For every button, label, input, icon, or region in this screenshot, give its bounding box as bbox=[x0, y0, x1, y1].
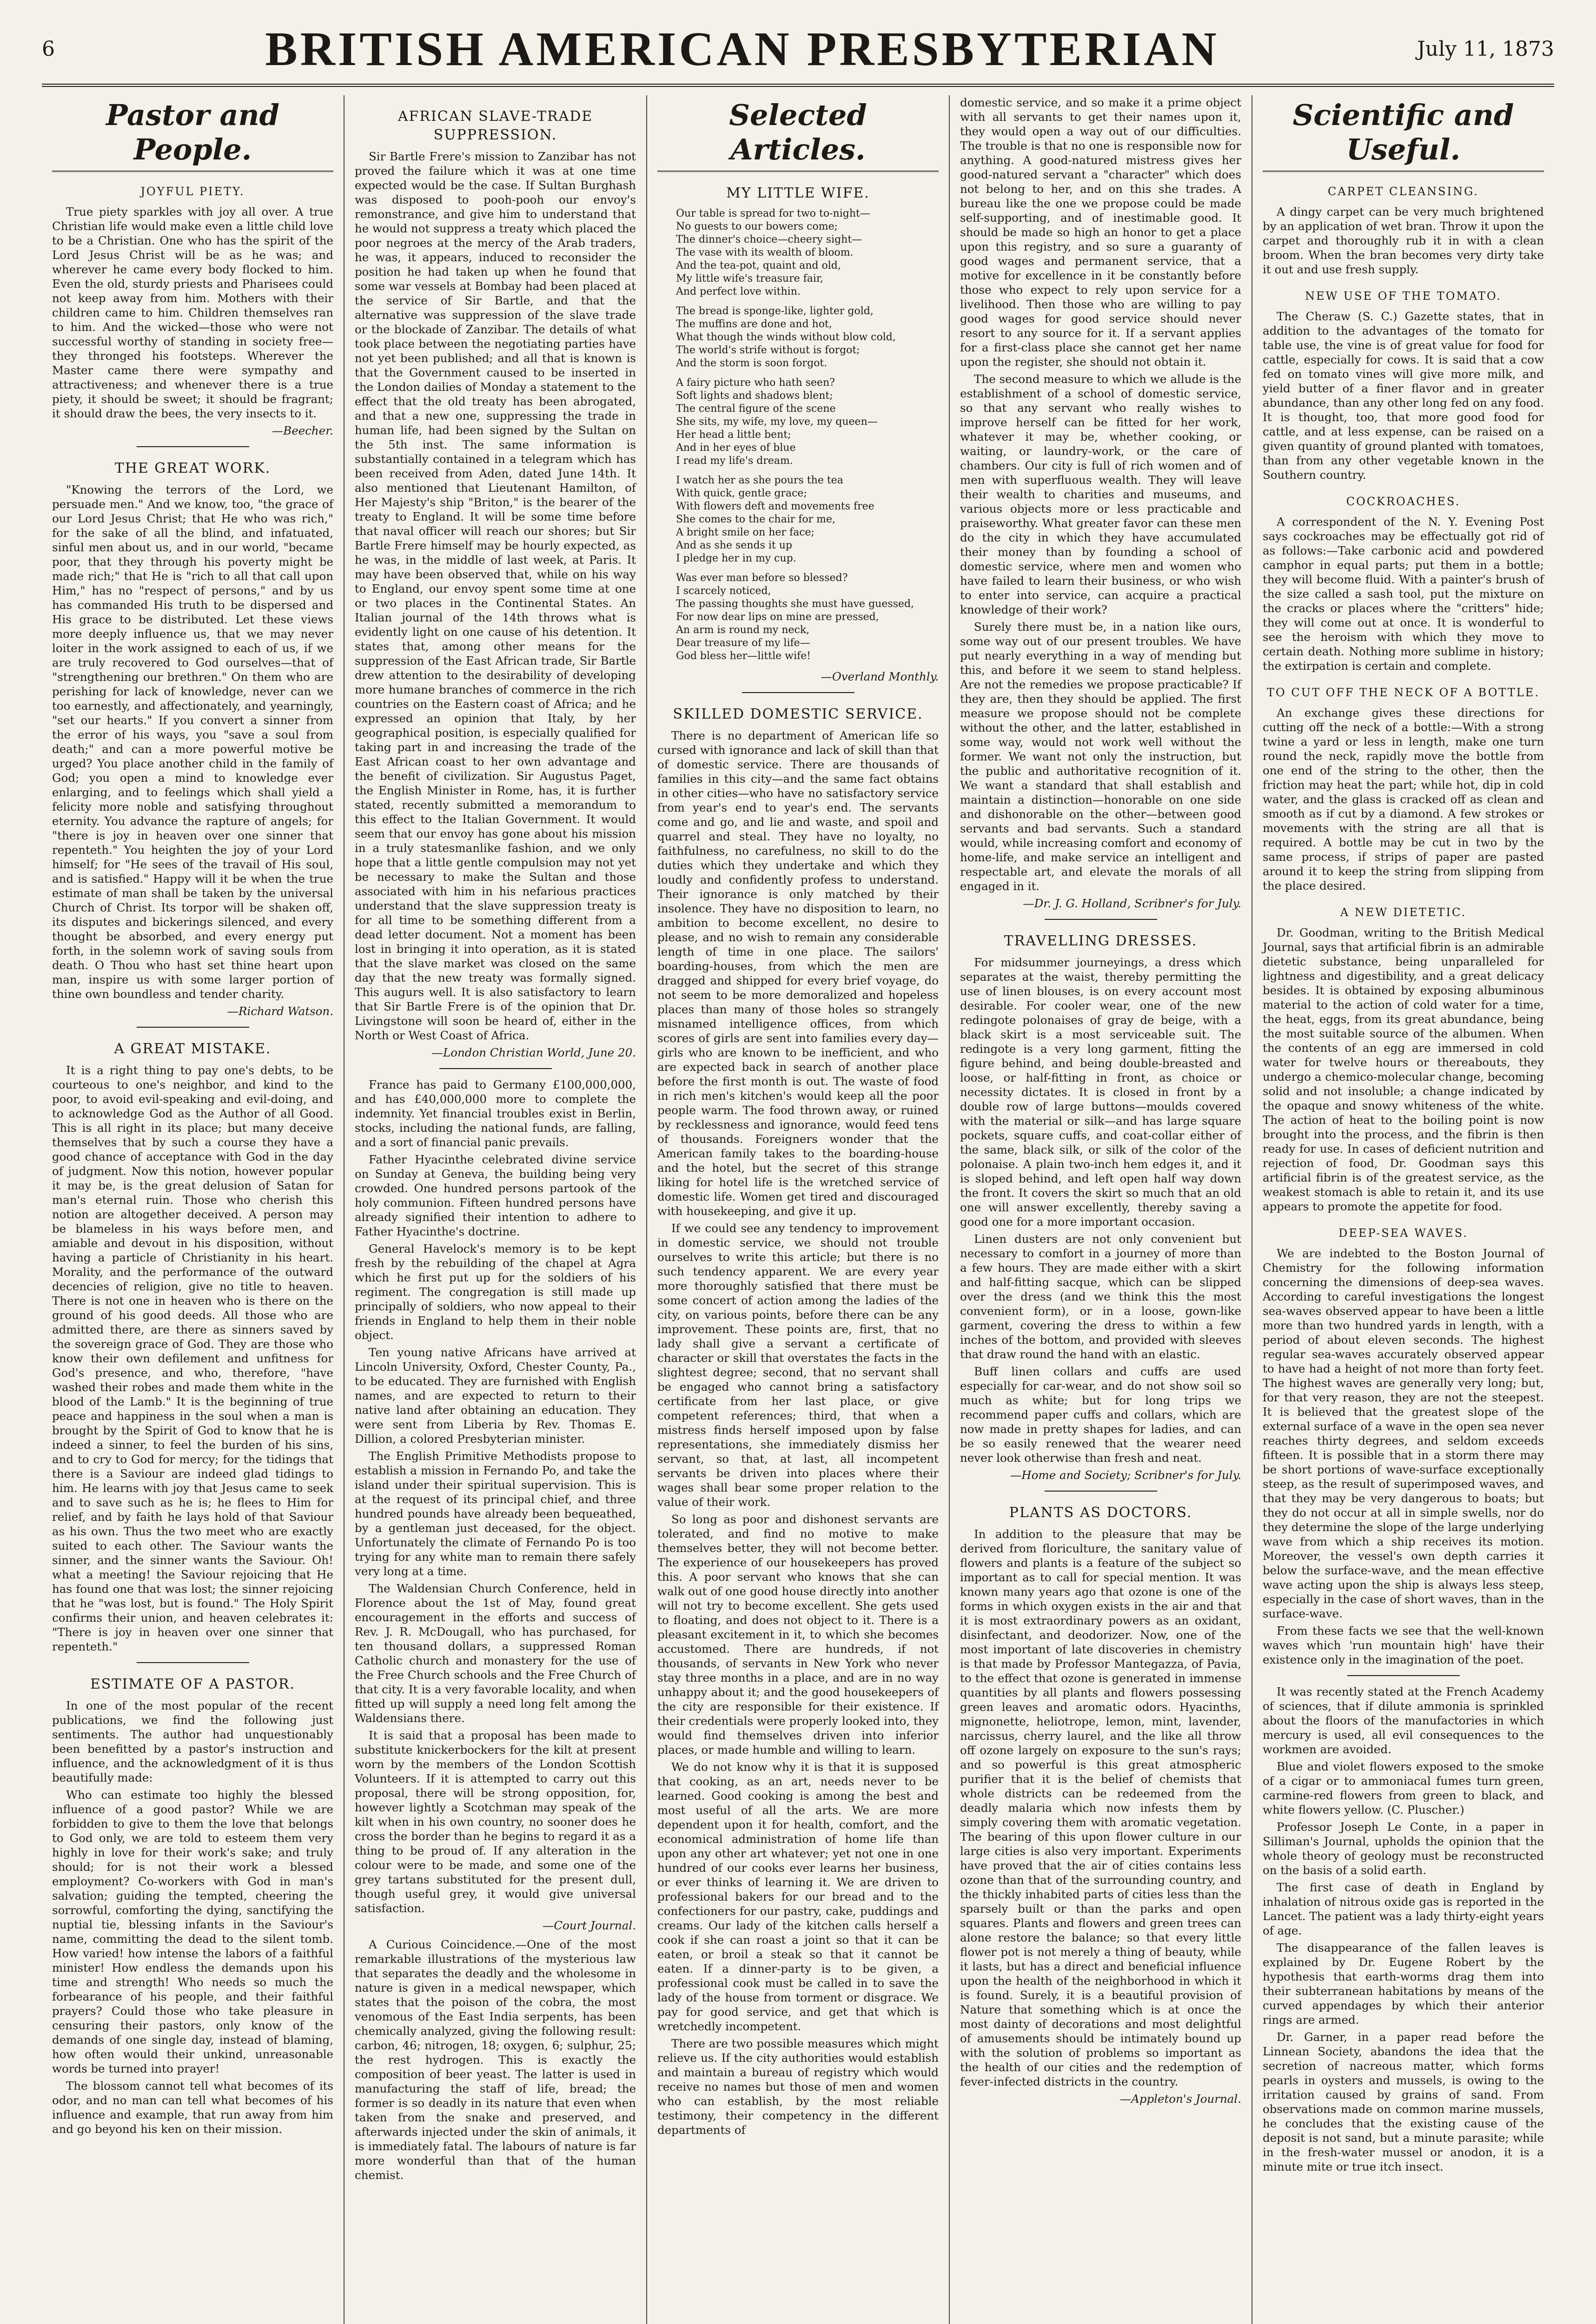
poem-line: For now dear lips on mine are pressed, bbox=[676, 611, 879, 623]
article-text: We do not know why it is that it is supposed that cooking, as an art, needs never to be learned. Good cooking is among the best and most useful of all the arts. We are more dependent upon it for health, comfort, and the economical administration of home life than upon any other art whatever; yet not one in one hundred of our cooks ever learns her business, or ever thinks of learning it. We are driven to professional bakers for our bread and to the confectioners for our pastry, cake, puddings and creams. Our lady of the kitchen calls herself a cook if she can roast a joint so that it can be eaten, or broil a steak so that it cannot be eaten. If a dinner-party is to be given, a professional cook must be called in to save the lady of the house from torment or disgrace. We pay for good service, and get that which is wretchedly incompetent. bbox=[657, 1760, 939, 2033]
poem-line: And in her eyes of blue bbox=[676, 442, 796, 454]
news-item: Ten young native Africans have arrived at Lincoln University, Oxford, Chester County, Pa., to be educated. They are furnished with English names, and are expected to return to their native land after obtaining an education. They were sent from Liberia by Rev. Thomas E. Dillion, a colored Presbyterian minister. bbox=[355, 1346, 636, 1446]
columns bbox=[42, 95, 1554, 2324]
news-item: Professor Joseph Le Conte, in a paper in Silliman's Journal, upholds the opinion that the whole theory of geology must be reconstructed on the basis of a solid earth. bbox=[1263, 1820, 1544, 1877]
column-3 bbox=[647, 95, 950, 2324]
column-4 bbox=[950, 95, 1252, 2324]
page-number: 6 bbox=[42, 37, 55, 61]
poem-line: And as she sends it up bbox=[676, 540, 792, 551]
news-item: The English Primitive Methodists propose to establish a mission in Fernando Po, and take the island under their spiritual supervision. This is at the request of its principal chief, and three hundred pounds have already been bequeathed, by a gentleman just deceased, for the object. Unfortunately the climate of Fernando Po is too trying for any white man to remain there safely very long at a time. bbox=[355, 1449, 636, 1578]
poem-line: God bless her—little wife! bbox=[676, 650, 811, 662]
news-item: A Curious Coincidence.—One of the most remarkable illustrations of the mysterious law that separates the deadly and the wholesome in nature is given in a medical newspaper, which states that the poison of the cobra, the most venomous of the East India serpents, has been chemically analyzed, giving the following result: carbon, 46; nitrogen, 18; oxygen, 6; sulphur, 25; the rest hydrogen. This is exactly the composition of beer yeast. The latter is used in manufacturing the staff of life, bread; the former is so deadly in its nature that even when taken from the snake and preserved, and afterwards injected under the skin of animals, it is immediately fatal. The labours of nature is far more wonderful than that of the human chemist. bbox=[355, 1938, 636, 2182]
divider bbox=[439, 1068, 552, 1069]
article-text: True piety sparkles with joy all over. A true Christian life would make even a little child love to be a Christian. One who has the spirit of the Lord Jesus Christ will be as he was; and wherever he came every body flocked to him. Even the old, sturdy priests and Pharisees could not keep away from him. Mothers with their children came to him. Children themselves ran to him. And the wicked—those who were not successful worthy of standing in society free—they thronged his footsteps. Wherever the Master came there were sympathy and attractiveness; and whenever there is a true piety, it should be sweet; it should be fragrant; it should draw the bees, the very insects to it. bbox=[52, 205, 333, 420]
article-text: Sir Bartle Frere's mission to Zanzibar has not proved the failure which it was at one time expected would be the case. If Sultan Burghash was disposed to pooh-pooh our envoy's remonstrance, and give him to understand that he would not suppress a treaty which placed the poor negroes at the mercy of the Arab traders, he was, it appears, induced to reconsider the position he had taken up when he found that some war vessels at Bombay had been placed at the service of Sir Bartle, and that the alternative was suppression of the slave trade or the blockade of Zanzibar. The details of what took place between the negotiating parties have not yet been published; and all that is known is that the Government caused to be inserted in the London dailies of Monday a statement to the effect that the old treaty has been abrogated, and that a new one, suppressing the trade in human life, had been signed by the Sultan on the 5th inst. The same information is substantially contained in a telegram which has been received from Aden, dated June 14th. It also mentioned that Lieutenant Hamilton, of Her Majesty's ship "Briton," is the bearer of the treaty to England. It will be some time before that naval officer will reach our shores; but Sir Bartle Frere himself may be hourly expected, as he was, in the middle of last week, at Paris. It may have been observed that, while on his way to England, our envoy spent some time at one or two places in the Continental States. An Italian journal of the 14th throws what is evidently light on one cause of his detention. It states that, among other means for the suppression of the East African trade, Sir Bartle drew attention to the desirability of developing more humane branches of commerce in the rich countries on the Eastern coast of Africa; and he expressed an opinion that Italy, by her geographical position, is especially qualified for taking part in and increasing the trade of the East African coast to her own advantage and the benefit of civilization. Sir Augustus Paget, the English Minister in Rome, has, it is further stated, recently submitted a memorandum to this effect to the Italian Government. It would seem that our envoy has gone about his mission in a truly statesmanlike fashion, and we only hope that a little gentle compulsion may not yet be necessary to make the Sultan and those associated with him in his nefarious practices understand that the slave suppression treaty is for all time to be something different from a dead letter document. Not a moment has been lost in bringing it into operation, as it is stated that the slave market was closed on the same day that the new treaty was formally signed. This augurs well. It is also satisfactory to learn that Sir Bartle Frere is of the opinion that Dr. Livingstone will soon be heard of, either in the North or West Coast of Africa. bbox=[355, 150, 636, 1042]
poem-stanza bbox=[676, 572, 939, 663]
article-title-bottle: TO CUT OFF THE NECK OF A BOTTLE. bbox=[1267, 686, 1540, 699]
poem-line: I watch her as she pours the tea bbox=[676, 475, 843, 486]
article-title-estimate: ESTIMATE OF A PASTOR. bbox=[90, 1676, 296, 1692]
article-text: There are two possible measures which might relieve us. If the city authorities would establish and maintain a bureau of registry which would receive no names but those of men and women who can establish, by the most reliable testimony, their competency in the different departments of bbox=[657, 2037, 939, 2137]
article-title-joyful-piety: JOYFUL PIETY. bbox=[140, 185, 245, 198]
poem-signature: —Overland Monthly. bbox=[821, 670, 939, 683]
article-title-cockroaches: COCKROACHES. bbox=[1346, 495, 1461, 508]
article-signature: —Appleton's Journal. bbox=[1119, 2092, 1241, 2106]
poem-stanza bbox=[676, 474, 939, 565]
poem-line: The bread is sponge-like, lighter gold, bbox=[676, 305, 874, 317]
poem-line: I pledge her in my cup. bbox=[676, 553, 796, 564]
article-title-great-mistake: A GREAT MISTAKE. bbox=[114, 1041, 272, 1057]
divider bbox=[137, 446, 249, 447]
poem-line: Was ever man before so blessed? bbox=[676, 572, 848, 584]
poem-line: The central figure of the scene bbox=[676, 403, 836, 415]
divider bbox=[1347, 1675, 1460, 1676]
article-text: So long as poor and dishonest servants are tolerated, and find no motive to make themselves better, they will not become better. The experience of our housekeepers has proved this. A poor servant who knows that she can walk out of one good house directly into another will not try to become excellent. She gets used to floating, and does not object to it. There is a pleasant excitement in it, to which she becomes accustomed. There are hundreds, if not thousands, of servants in New York who never stay three months in a place, and are in no way unhappy about it; and the good housekeepers of the city are responsible for their existence. If their credentials were properly looked into, they would find themselves driven into inferior places, or made humble and willing to learn. bbox=[657, 1512, 939, 1756]
poem-line: The muffins are done and hot, bbox=[676, 318, 832, 330]
poem-line: And the storm is soon forgot. bbox=[676, 357, 828, 369]
article-signature: —Beecher. bbox=[272, 424, 333, 437]
article-title-tomato: NEW USE OF THE TOMATO. bbox=[1305, 290, 1502, 303]
newspaper-title: BRITISH AMERICAN PRESBYTERIAN bbox=[265, 22, 1219, 76]
poem-line: I scarcely noticed, bbox=[676, 585, 771, 597]
article-text: For midsummer journeyings, a dress which separates at the waist, thereby permitting the use of linen blouses, is on every account most desirable. For cooler wear, one of the new redingote polonaises of gray de beige, with a black skirt is a most serviceable suit. The redingote is a very long garment, fitting the figure behind, and being double-breasted and loose, or half-fitting in front, as choice or necessity dictates. It is closed in front by a double row of large buttons—moulds covered with the material or silk—and has large square pockets, square cuffs, and coat-collar either of the same, black silk, or silk of the color of the polonaise. A plain two-inch hem edges it, and it is sloped behind, and left open half way down the front. It covers the skirt so much that an old one will answer excellently, thereby saving a good one for a more important occasion. bbox=[960, 956, 1241, 1228]
article-text: Surely there must be, in a nation like ours, some way out of our present troubles. We have put nearly everything in a way of mending but this, and before it we seem to stand helpless. Are not the remedies we propose practicable? If they are, then they should be applied. The first measure we propose should not be complete without the other, and the latter, established in some way, would not work well without the former. We want not only the instruction, but the public and authoritative recognition of it. We want a standard that shall establish and maintain a distinction—honorable on one side and dishonorable on the other—between good servants and bad servants. Such a standard would, while increasing comfort and economy of home-life, and make service an intelligent and respectable art, and elevate the morals of all engaged in it. bbox=[960, 620, 1241, 893]
poem-body bbox=[657, 207, 939, 663]
article-title-slave-trade: AFRICAN SLAVE-TRADE SUPPRESSION. bbox=[397, 108, 593, 143]
article-text: The second measure to which we allude is the establishment of a school of domestic service, so that any servant who really wishes to improve herself can be fitted for her work, whatever it may be, whether cooking, or waiting, or laundry-work, or the care of chambers. Our city is full of rich women and of men with superfluous wealth. They will leave their wealth to charities and museums, and various objects more or less practicable and praiseworthy. What greater favor can these men do the city in which they have accumulated their money than by founding a school of domestic service, where men and women who have failed to learn their business, or who wish to enter into service, can acquire a practical knowledge of their work? bbox=[960, 372, 1241, 616]
poem-line: With quick, gentle grace; bbox=[676, 488, 807, 499]
poem-line: A fairy picture who hath seen? bbox=[676, 377, 835, 389]
poem-line: Our table is spread for two to-night— bbox=[676, 208, 870, 219]
article-text: It is a right thing to pay one's debts, to be courteous to one's neighbor, and kind to the poor, to avoid evil-speaking and evil-doing, and to acknowledge God as the Author of all Good. This is all right in its place; but many deceive themselves that by such a course they have a good chance of acceptance with God in the day of judgment. Now this notion, however popular it may be, is the great delusion of Satan for man's eternal ruin. Those who cherish this notion are altogether deceived. A person may be blameless in his ways before men, and amiable and devout in his disposition, without having a particle of Christianity in his heart. Morality, and the performance of the outward decencies of religion, give no title to heaven. There is not one in heaven who is there on the ground of his good deeds. All those who are admitted there, are there as sinners saved by the sovereign grace of God. They are those who know their own defilement and unfitness for God's presence, and who, therefore, "have washed their robes and made them white in the blood of the Lamb." It is the beginning of true peace and happiness in the soul when a man is brought by the Spirit of God to know that he is indeed a sinner, to feel the burden of his sins, and to cry to God for mercy; for the tidings that there is a Saviour are indeed glad tidings to him. He learns with joy that Jesus came to seek and to save such as he is; he flees to Him for relief, and by faith he lays hold of that Saviour as his own. Thus the two meet who are exactly suited to each other. The Saviour wants the sinner, and the sinner wants the Saviour. Oh! what a meeting! the Saviour rejoicing that He has found one that was lost; the sinner rejoicing that he "was lost, but is found." The Holy Spirit confirms their union, and heaven celebrates it: "There is joy in heaven over one sinner that repenteth." bbox=[52, 1063, 333, 1653]
article-title-carpet: CARPET CLEANSING. bbox=[1327, 185, 1479, 198]
poem-stanza bbox=[676, 305, 939, 370]
section-heading-scientific: Scientific and Useful. bbox=[1263, 98, 1544, 172]
article-text: In one of the most popular of the recent publications, we find the following just sentiments. The author had unquestionably been benefitted by a pastor's instruction and influence, and the acknowledgment of it is thus beautifully made: bbox=[52, 1699, 333, 1784]
article-text: If we could see any tendency to improvement in domestic service, we should not trouble ourselves to write this article; but there is no such tendency apparent. We are every year more thoroughly satisfied that there must be some concert of action among the ladies of the city, on various points, before there can be any improvement. These points are, first, that no lady shall give a servant a certificate of character or skill that overstates the facts in the slightest degree; second, that no servant shall be engaged who cannot bring a satisfactory certificate from her last place, or give competent references; third, that when a mistress finds herself imposed upon by false representations, she immediately dismiss her servant, so that, at last, all incompetent servants be driven into places where their wages shall bear some proper relation to the value of their work. bbox=[657, 1221, 939, 1509]
poem-line: The dinner's choice—cheery sight— bbox=[676, 234, 862, 245]
article-text: A correspondent of the N. Y. Evening Post says cockroaches may be effectually got rid of as follows:—Take carbonic acid and powdered camphor in equal parts; put them in a bottle; they will become fluid. With a painter's brush of the size called a sash tool, put the mixture on the cracks or places where the "critters" hide; they will come out at once. It is wonderful to see the heroism with which they move to certain death. Nothing more sublime in history; the extirpation is certain and complete. bbox=[1263, 515, 1544, 673]
news-item: General Havelock's memory is to be kept fresh by the rebuilding of the chapel at Agra which he first put up for the soldiers of his regiment. The congregation is still made up principally of soldiers, who now appeal to their friends in England to help them in their noble object. bbox=[355, 1242, 636, 1342]
divider bbox=[742, 692, 854, 693]
masthead bbox=[42, 14, 1554, 87]
news-item: It is said that a proposal has been made to substitute knickerbockers for the kilt at present worn by the members of the London Scottish Volunteers. If it is attempted to carry out this proposal, there will be strong opposition, for, however lightly a Scotchman may speak of the kilt when in his own country, no sooner does he cross the border than he begins to regard it as a thing to be proud of. If any alteration in the colour were to be made, and some one of the grey tartans substituted for the present dull, though useful grey, it would give universal satisfaction. bbox=[355, 1729, 636, 1915]
article-text: Buff linen collars and cuffs are used especially for car-wear, and do not show soil so much as white; but for long trips we recommend paper cuffs and collars, which are now made in pretty shapes for ladies, and can be so easily renewed that the wearer need never look otherwise than fresh and neat. bbox=[960, 1365, 1241, 1465]
poem-line: The passing thoughts she must have guessed, bbox=[676, 598, 914, 610]
article-title-waves: DEEP-SEA WAVES. bbox=[1338, 1227, 1468, 1240]
news-item: France has paid to Germany £100,000,000, and has £40,000,000 more to complete the indemnity. Yet financial troubles exist in Berlin, stocks, including the national funds, are falling, and a sort of financial panic prevails. bbox=[355, 1078, 636, 1149]
article-title-travelling-dresses: TRAVELLING DRESSES. bbox=[1004, 933, 1198, 949]
divider bbox=[1045, 919, 1157, 920]
article-text: domestic service, and so make it a prime object with all servants to get their names upon it, they would open a way out of our difficulties. The trouble is that no one is responsible now for anything. A good-natured mistress gives her good-natured servant a "character" which does not belong to her, and on this she trades. A bureau like the one we propose could be made self-supporting, and of inestimable good. It should be made so high an honor to get a place upon this registry, and so sure a guaranty of good wages and permanent service, that a motive for excellence in it be constantly before those who expect to rely upon service for a livelihood. Then those who are willing to pay good wages for good service should never resort to any source for it. If a servant applies for a first-class place she cannot get her name upon the register, she should not obtain it. bbox=[960, 96, 1241, 369]
poem-line: With flowers deft and movements free bbox=[676, 501, 874, 512]
news-item: Father Hyacinthe celebrated divine service on Sunday at Geneva, the building being very crowded. One hundred persons partook of the holy communion. Fifteen hundred persons have already signified their intention to adhere to Father Hyacinthe's doctrine. bbox=[355, 1153, 636, 1238]
poem-line: The world's strife without is forgot; bbox=[676, 344, 860, 356]
poem-line: My little wife's treasure fair, bbox=[676, 273, 823, 284]
article-signature: —London Christian World, June 20. bbox=[431, 1046, 636, 1059]
poem-line: The vase with its wealth of bloom. bbox=[676, 247, 854, 258]
issue-date: July 11, 1873 bbox=[1417, 37, 1554, 61]
article-signature: —Home and Society; Scribner's for July. bbox=[1010, 1468, 1241, 1482]
divider bbox=[137, 1662, 249, 1663]
poem-title: MY LITTLE WIFE. bbox=[726, 185, 870, 201]
article-text: We are indebted to the Boston Journal of Chemistry for the following information concerning the dimensions of deep-sea waves. According to careful investigations the longest sea-waves observed appear to have been a little more than two hundred yards in length, with a period of about eleven seconds. The highest regular sea-waves accurately observed appear to have had a height of not more than forty feet. The highest waves are generally very long; but, for that very reason, they are not the steepest. It is believed that the greatest slope of the external surface of a wave in the open sea never reaches thirty degrees, and seldom exceeds fifteen. It is possible that in a storm there may be short portions of wave-surface exceptionally steep, as the result of superimposed waves, and that they may be very dangerous to boats; but they do not occur at all in simple swells, nor do they determine the slope of the large underlying wave from which a ship receives its motion. Moreover, the vessel's own depth carries it below the surface-wave, and the mean effective wave acting upon the ship is always less steep, especially in the case of short waves, than in the surface-wave. bbox=[1263, 1247, 1544, 1620]
poem-line: Soft lights and shadows blent; bbox=[676, 390, 833, 402]
article-title-great-work: THE GREAT WORK. bbox=[114, 460, 271, 476]
article-title-dietetic: A NEW DIETETIC. bbox=[1340, 906, 1467, 919]
divider bbox=[137, 1027, 249, 1028]
section-heading-selected: Selected Articles. bbox=[657, 98, 939, 172]
poem-line: And perfect love within. bbox=[676, 286, 801, 297]
news-item: The disappearance of the fallen leaves is explained by Dr. Eugene Robert by the hypothesis that earth-worms drag them into their subterranean habitations by means of the curved appendages by which their anterior rings are armed. bbox=[1263, 1941, 1544, 2027]
poem-stanza bbox=[676, 376, 939, 468]
article-title-skilled-service: SKILLED DOMESTIC SERVICE. bbox=[673, 706, 923, 722]
article-text: There is no department of American life so cursed with ignorance and lack of skill than that of domestic service. There are thousands of families in this city—and the same fact obtains in other cities—who have no satisfactory service from year's end to year's end. The servants come and go, and lie and waste, and spoil and quarrel and steal. They have no loyalty, no faithfulness, no carefulness, no skill to do the duties which they undertake and which they loudly and confidently profess to understand. Their ignorance is only matched by their insolence. They have no disposition to learn, no ambition to become excellent, no desire to please, and no wish to remain any considerable length of time in one place. The sailors' boarding-houses, from which the men are dragged and shipped for every brief voyage, do not seem to be more demoralized and hopeless places than many of those holes so strangely misnamed intelligence offices, from which scores of girls are sent into families every day—girls who are known to be inefficient, and who are expected back in search of another place before the first month is out. The waste of food in rich men's kitchen's would keep all the poor people warm. The food thrown away, or ruined by recklessness and ignorance, would feed tens of thousands. Foreigners wonder that the American family takes to the boarding-house and the hotel, but the secret of this strange liking for hotel life is the wretched service of domestic life. Women get tired and discouraged with housekeeping, and give it up. bbox=[657, 729, 939, 1218]
article-title-plants-doctors: PLANTS AS DOCTORS. bbox=[1009, 1505, 1192, 1521]
news-item: The Waldensian Church Conference, held in Florence about the 1st of May, found great encouragement in the efforts and success of Rev. J. R. McDougall, who has purchased, for ten thousand dollars, a suppressed Roman Catholic church and monastery for the use of the Free Church schools and the Free Church of that city. It is a very favorable locality, and when fitted up will supply a need long felt among the Waldensians there. bbox=[355, 1582, 636, 1725]
article-text: From these facts we see that the well-known waves which 'run mountain high' have their existence only in the imagination of the poet. bbox=[1263, 1624, 1544, 1666]
column-5 bbox=[1252, 95, 1554, 2324]
column-2 bbox=[344, 95, 647, 2324]
article-text: Who can estimate too highly the blessed influence of a good pastor? While we are forbidden to give to them the love that belongs to God only, we are told to esteem them very highly in love for their work's sake; and truly should; for is not their work a blessed employment? Co-workers with God in man's salvation; guiding the tempted, cheering the sorrowful, comforting the dying, sanctifying the nuptial tie, blessing infants in the Saviour's name, committing the dead to the silent tomb. How varied! how intense the labors of a faithful minister! How endless the demands upon his time and strength! Who needs so much the forbearance of his people, and their faithful prayers? Could those who take pleasure in censuring their pastors, only know of the demands of one single day, instead of blaming, how often would their unkind, unreasonable words be turned into prayer! bbox=[52, 1788, 333, 2075]
news-item: Blue and violet flowers exposed to the smoke of a cigar or to ammoniacal fumes turn green, carmine-red flowers from green to black, and white flowers yellow. (C. Pluscher.) bbox=[1263, 1760, 1544, 1816]
poem-line: An arm is round my neck, bbox=[676, 624, 810, 636]
divider bbox=[1045, 1491, 1157, 1492]
poem-line: She sits, my wife, my love, my queen— bbox=[676, 416, 878, 428]
article-text: The blossom cannot tell what becomes of its odor, and no man can tell what becomes of his influence and example, that run away from him and go beyond his ken on their mission. bbox=[52, 2079, 333, 2136]
article-signature: —Court Journal. bbox=[542, 1919, 636, 1932]
poem-line: A bright smile on her face; bbox=[676, 527, 815, 538]
article-text: A dingy carpet can be very much brightened by an application of wet bran. Throw it upon the carpet and thoroughly rub it in with a clean broom. When the bran becomes very dirty take it out and use fresh supply. bbox=[1263, 205, 1544, 276]
poem-line: What though the winds without blow cold, bbox=[676, 331, 896, 343]
article-signature: —Dr. J. G. Holland, Scribner's for July. bbox=[1023, 897, 1241, 910]
article-text: Linen dusters are not only convenient but necessary to comfort in a journey of more than a few hours. They are made either with a skirt and half-fitting sacque, which can be slipped over the dress (and we think this the most convenient form), or in a loose, gown-like garment, covering the dress to within a few inches of the bottom, and provided with sleeves that draw round the hand with an elastic. bbox=[960, 1232, 1241, 1361]
column-1 bbox=[42, 95, 344, 2324]
poem-line: Her head a little bent; bbox=[676, 429, 791, 441]
poem-line: And the tea-pot, quaint and old, bbox=[676, 260, 841, 271]
article-text: Dr. Goodman, writing to the British Medical Journal, says that artificial fibrin is an admirable dietetic substance, being unparalleled for lightness and digestibility, and a great delicacy besides. It is obtained by exposing albuminous material to the action of cold water for a time, the heat, eggs, from its great abundance, being the most suitable source of the albumen. When the contents of an egg are immersed in cold water for twelve hours or thereabouts, they undergo a chemico-molecular change, becoming solid and not insoluble; a change indicated by the opaque and snowy whiteness of the white. The action of heat to the boiling point is now brought into the process, and the fibrin is then ready for use. In cases of deficient nutrition and rejection of food, Dr. Goodman says this artificial fibrin is of the greatest service, as the weakest stomach is able to retain it, and its use appears to promote the appetite for food. bbox=[1263, 926, 1544, 1213]
news-item: It was recently stated at the French Academy of sciences, that if dilute ammonia is sprinkled about the floors of the manufactories in which mercury is used, all evil consequences to the workmen are avoided. bbox=[1263, 1685, 1544, 1756]
article-text: The Cheraw (S. C.) Gazette states, that in addition to the advantages of the tomato for table use, the vine is of great value for food for cattle, especially for cows. It is said that a cow fed on tomato vines will give more milk, and yield butter of a finer flavor and in greater abundance, than any other long fed on any food. It is thought, too, that more good food for cattle, and at less expense, can be raised on a given quantity of ground planted with tomatoes, than from any other vegetable known in the Southern country. bbox=[1263, 310, 1544, 482]
poem-line: I read my life's dream. bbox=[676, 455, 793, 467]
article-text: "Knowing the terrors of the Lord, we persuade men." And we know, too, "the grace of our Lord Jesus Christ; that He who was rich," for the sake of all the blind, and infatuated, sinful men about us, and in our world, "became poor, that they through his poverty might be made rich;" that He is "rich to all that call upon Him," has no "respect of persons," and by us has commanded His truth to be dispersed and His grace to be distributed. Let these views more deeply influence us, that we may never loiter in the work assigned to each of us, if we are truly recovered to God ourselves—that of "strengthening our brethren." On them who are perishing for lack of knowledge, never can we too earnestly, and affectionately, and yearningly, "set our hearts." If you convert a sinner from the error of his ways, you "save a soul from death;" and can a more powerful motive be urged? You place another child in the family of God; you open a mind to knowledge ever enlarging, and to feelings which shall yield a felicity more noble and satisfying throughout eternity. You advance the rapture of angels; for "there is joy in heaven over one sinner that repenteth." You heighten the joy of your Lord himself; for "He sees of the travail of His soul, and is satisfied." Happy will it be when the true estimate of man shall be taken by the universal Church of Christ. Its torpor will be shaken off, its disputes and bickerings silenced, and every thought be absorbed, and every energy put forth, in the solemn work of saving souls from death. O Thou who hast set thine heart upon man, inspire us with some larger portion of thine own boundless and tender charity. bbox=[52, 483, 333, 1001]
poem-line: No guests to our bowers come; bbox=[676, 221, 838, 232]
poem-line: She comes to the chair for me, bbox=[676, 514, 836, 525]
article-signature: —Richard Watson. bbox=[227, 1004, 333, 1018]
news-item: The first case of death in England by inhalation of nitrous oxide gas is reported in the Lancet. The patient was a lady thirty-eight years of age. bbox=[1263, 1881, 1544, 1937]
poem-stanza bbox=[676, 207, 939, 298]
article-text: In addition to the pleasure that may be derived from floriculture, the sanitary value of flowers and plants is a feature of the subject so important as to call for special mention. It was known many years ago that ozone is one of the forms in which oxygen exists in the air and that it is most extraordinary powers as an oxidant, disinfectant, and deodorizer. Now, one of the most important of late discoveries in chemistry is that made by Professor Mantegazza, of Pavia, to the effect that ozone is generated in immense quantities by all plants and flowers possessing green leaves and aromatic odors. Hyacinths, mignonette, heliotrope, lemon, mint, lavender, narcissus, cherry laurel, and the like all throw off ozone largely on exposure to the sun's rays; and so powerful is this great atmospheric purifier that it is the belief of chemists that whole districts can be redeemed from the deadly malaria which now infests them by simply covering them with aromatic vegetation. The bearing of this upon flower culture in our large cities is also very important. Experiments have proved that the air of cities contains less ozone than that of the surrounding country, and the thickly inhabited parts of cities less than the sparsely built or than the parks and open squares. Plants and flowers and green trees can alone restore the balance; so that every little flower pot is not merely a thing of beauty, while it lasts, but has a direct and beneficial influence upon the health of the neighborhood in which it is found. Surely, it is a beautiful provision of Nature that something which is at once the most dainty of decorations and most delightful of amusements should be intimately bound up with the solution of problems so important as the health of our cities and the redemption of fever-infected districts in the country. bbox=[960, 1527, 1241, 2088]
news-item: Dr. Garner, in a paper read before the Linnean Society, abandons the idea that the secretion of nacreous matter, which forms pearls in oysters and mussels, is owing to the irritation caused by grains of sand. From observations made on common marine mussels, he concludes that the existing cause of the deposit is not sand, but a minute parasite; while in the fresh-water mussel or anodon, it is a minute mite or true itch insect. bbox=[1263, 2030, 1544, 2173]
article-text: An exchange gives these directions for cutting off the neck of a bottle:—With a strong twine a yard or less in length, make one turn round the neck, rapidly move the bottle from one end of the string to the other, then the friction may heat the part; while hot, dip in cold water, and the glass is cracked off as clean and smooth as if cut by a diamond. A few strokes or movements with the string are all that is required. A bottle may be cut in two by the same process, if strips of paper are pasted around it to keep the string from slipping from the place desired. bbox=[1263, 706, 1544, 892]
poem-line: Dear treasure of my life— bbox=[676, 637, 810, 649]
section-heading-pastor: Pastor and People. bbox=[52, 98, 333, 172]
